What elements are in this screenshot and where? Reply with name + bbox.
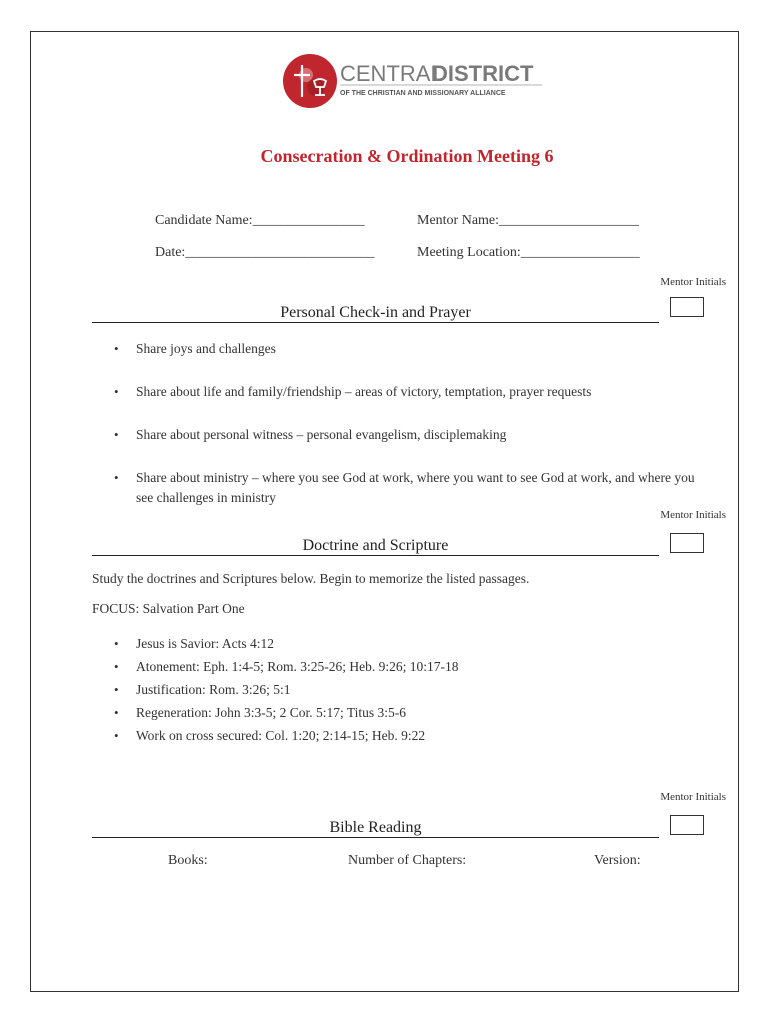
district-logo [276, 51, 546, 113]
books-label: Books: [168, 853, 208, 868]
district-logo-graphic [276, 51, 546, 113]
mentor-initials-label: Mentor Initials [660, 791, 726, 803]
section-divider [92, 322, 659, 323]
doctrine-focus: FOCUS: Salvation Part One [92, 601, 245, 616]
doctrine-intro: Study the doctrines and Scriptures below. Begin to memorize the listed passages. [92, 571, 530, 586]
list-item: • Justification: Rom. 3:26; 5:1 [92, 678, 692, 701]
page-frame [30, 31, 739, 992]
list-item: • Share joys and challenges [92, 339, 712, 359]
list-item: • Share about ministry – where you see God at work, where you want to see God at work, and where you see challenges in ministry [92, 468, 712, 508]
mentor-name-field[interactable]: Mentor Name:____________________ [417, 213, 640, 228]
section-divider [92, 555, 659, 556]
candidate-name-field[interactable]: Candidate Name:________________ [155, 213, 365, 228]
section-title-doctrine: Doctrine and Scripture [302, 537, 449, 554]
logo-word-bold: DISTRICT [432, 61, 534, 86]
logo-tagline: OF THE CHRISTIAN AND MISSIONARY ALLIANCE [340, 90, 506, 97]
doctrine-list [92, 632, 692, 747]
list-item: • Regeneration: John 3:3-5; 2 Cor. 5:17; Titus 3:5-6 [92, 701, 692, 724]
list-item: • Work on cross secured: Col. 1:20; 2:14-15; Heb. 9:22 [92, 724, 692, 747]
list-item: • Share about personal witness – personal evangelism, disciplemaking [92, 425, 712, 445]
logo-word-light: CENTRAL [340, 61, 443, 86]
section-title-checkin: Personal Check-in and Prayer [280, 304, 471, 321]
list-item: • Atonement: Eph. 1:4-5; Rom. 3:25-26; Heb. 9:26; 10:17-18 [92, 655, 692, 678]
mentor-initials-box[interactable] [670, 815, 704, 835]
mentor-initials-label: Mentor Initials [660, 509, 726, 521]
version-label: Version: [594, 853, 641, 868]
meeting-location-field[interactable]: Meeting Location:_________________ [417, 245, 640, 260]
mentor-initials-box[interactable] [670, 533, 704, 553]
page-title: Consecration & Ordination Meeting 6 [260, 146, 554, 166]
section-divider [92, 837, 659, 838]
mentor-initials-box[interactable] [670, 297, 704, 317]
list-item: • Share about life and family/friendship – areas of victory, temptation, prayer requests [92, 382, 712, 402]
checkin-list [92, 339, 712, 508]
mentor-initials-label: Mentor Initials [660, 276, 726, 288]
list-item: • Jesus is Savior: Acts 4:12 [92, 632, 692, 655]
section-title-bible: Bible Reading [329, 819, 422, 836]
date-field[interactable]: Date:___________________________ [155, 245, 375, 260]
chapters-label: Number of Chapters: [348, 853, 467, 868]
